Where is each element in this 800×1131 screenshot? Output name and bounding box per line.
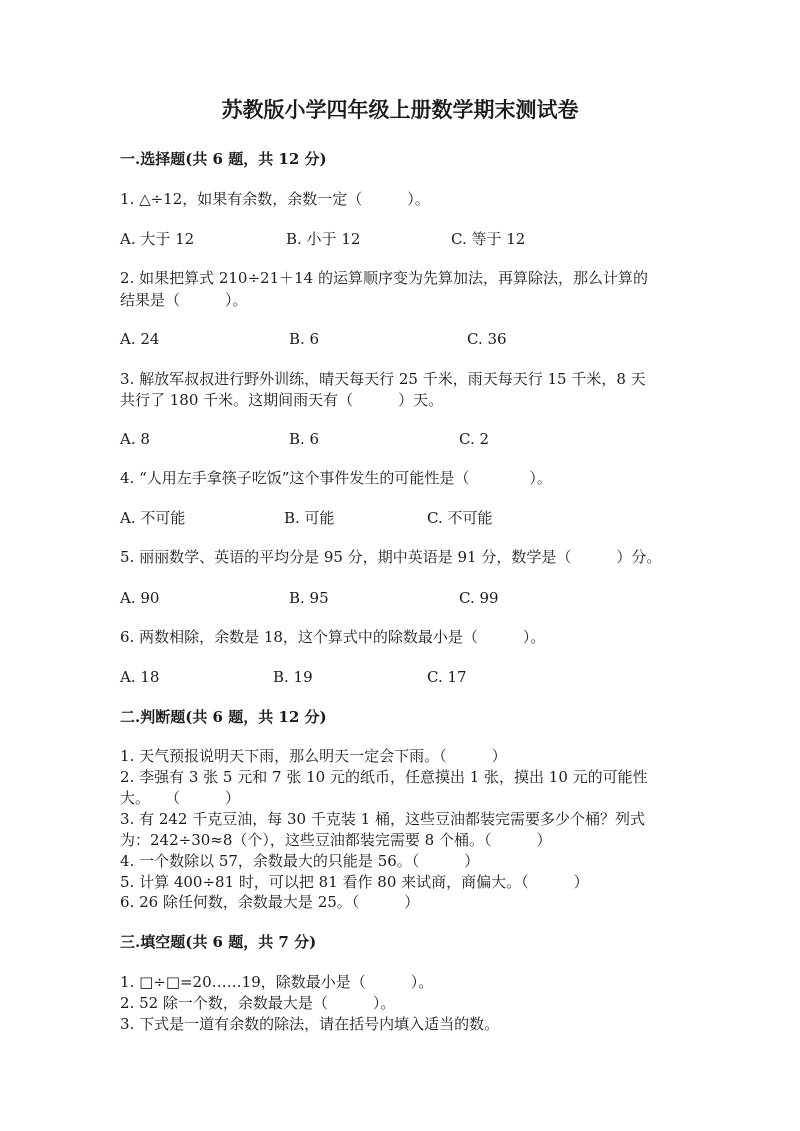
answer-option: A. 18 — [120, 668, 160, 686]
answer-option: A. 大于 12 — [120, 230, 195, 248]
statement-line: 4. 一个数除以 57，余数最大的只能是 56。（ ） — [120, 852, 480, 870]
question-stem-continued: 共行了 180 千米。这期间雨天有（ ）天。 — [120, 391, 444, 409]
answer-option: C. 2 — [459, 430, 490, 448]
page-title: 苏教版小学四年级上册数学期末测试卷 — [221, 97, 579, 122]
question-stem: 1. △÷12，如果有余数，余数一定（ ）。 — [120, 190, 430, 208]
question-stem: 6. 两数相除，余数是 18，这个算式中的除数最小是（ ）。 — [120, 628, 546, 646]
statement-line: 3. 有 242 千克豆油，每 30 千克装 1 桶，这些豆油都装完需要多少个桶？列式 — [120, 810, 645, 828]
answer-option: B. 6 — [289, 430, 320, 448]
fill-blank-line: 3. 下式是一道有余数的除法，请在括号内填入适当的数。 — [120, 1015, 500, 1033]
question-stem: 3. 解放军叔叔进行野外训练，晴天每天行 25 千米，雨天每天行 15 千米，8 天 — [120, 370, 646, 388]
answer-option: B. 95 — [289, 589, 329, 607]
answer-option: A. 24 — [120, 330, 160, 348]
answer-option: A. 90 — [120, 589, 160, 607]
statement-line: 1. 天气预报说明天下雨，那么明天一定会下雨。（ ） — [120, 747, 507, 765]
answer-option: C. 17 — [427, 668, 467, 686]
answer-option: C. 等于 12 — [451, 230, 526, 248]
statement-line: 5. 计算 400÷81 时，可以把 81 看作 80 来试商，商偏大。（ ） — [120, 873, 589, 891]
section-heading-fill-blank: 三.填空题(共 6 题，共 7 分) — [120, 933, 317, 951]
fill-blank-line: 2. 52 除一个数，余数最大是（ ）。 — [120, 994, 396, 1012]
statement-line: 2. 李强有 3 张 5 元和 7 张 10 元的纸币，任意摸出 1 张，摸出 10 元的可能性 — [120, 768, 648, 786]
answer-option: C. 99 — [459, 589, 499, 607]
answer-option: C. 不可能 — [427, 509, 493, 527]
section-heading-judgement: 二.判断题(共 6 题，共 12 分) — [120, 708, 327, 726]
answer-option: B. 6 — [289, 330, 320, 348]
question-stem-continued: 结果是（ ）。 — [120, 291, 248, 309]
answer-option: B. 可能 — [284, 509, 335, 527]
statement-line: 6. 26 除任何数，余数最大是 25。（ ） — [120, 893, 420, 911]
answer-option: B. 小于 12 — [286, 230, 361, 248]
statement-line: 为：242÷30≈8（个），这些豆油都装完需要 8 个桶。（ ） — [120, 831, 552, 849]
answer-option: C. 36 — [467, 330, 507, 348]
question-stem: 2. 如果把算式 210÷21＋14 的运算顺序变为先算加法，再算除法，那么计算的 — [120, 269, 648, 287]
answer-option: A. 不可能 — [120, 509, 186, 527]
question-stem: 4. “人用左手拿筷子吃饭”这个事件发生的可能性是（ ）。 — [120, 469, 552, 487]
answer-option: A. 8 — [120, 430, 150, 448]
fill-blank-line: 1. □÷□=20……19，除数最小是（ ）。 — [120, 973, 434, 991]
answer-option: B. 19 — [273, 668, 313, 686]
question-stem: 5. 丽丽数学、英语的平均分是 95 分，期中英语是 91 分，数学是（ ）分。 — [120, 548, 662, 566]
statement-line: 大。 （ ） — [120, 789, 241, 807]
section-heading-choice: 一.选择题(共 6 题，共 12 分) — [120, 150, 327, 168]
